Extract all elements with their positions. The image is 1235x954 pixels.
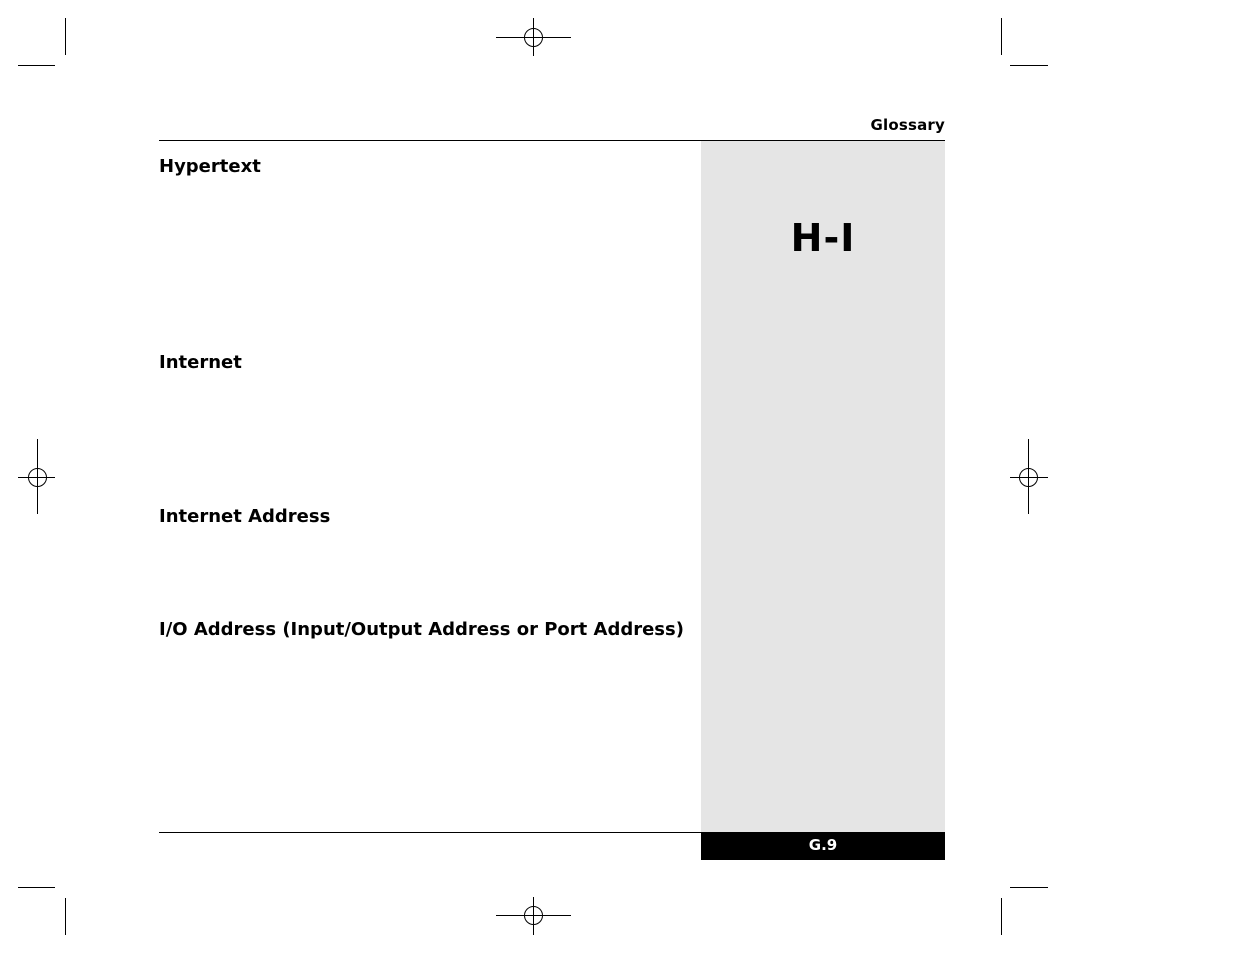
glossary-term: Hypertext <box>159 156 261 177</box>
section-letters: H-I <box>790 216 856 260</box>
footer-rule <box>159 832 701 833</box>
glossary-term: Internet <box>159 352 242 373</box>
running-header: Glossary <box>870 116 945 134</box>
page-number: G.9 <box>701 832 945 860</box>
glossary-term: Internet Address <box>159 506 331 527</box>
glossary-term: I/O Address (Input/Output Address or Port Address) <box>159 619 684 640</box>
